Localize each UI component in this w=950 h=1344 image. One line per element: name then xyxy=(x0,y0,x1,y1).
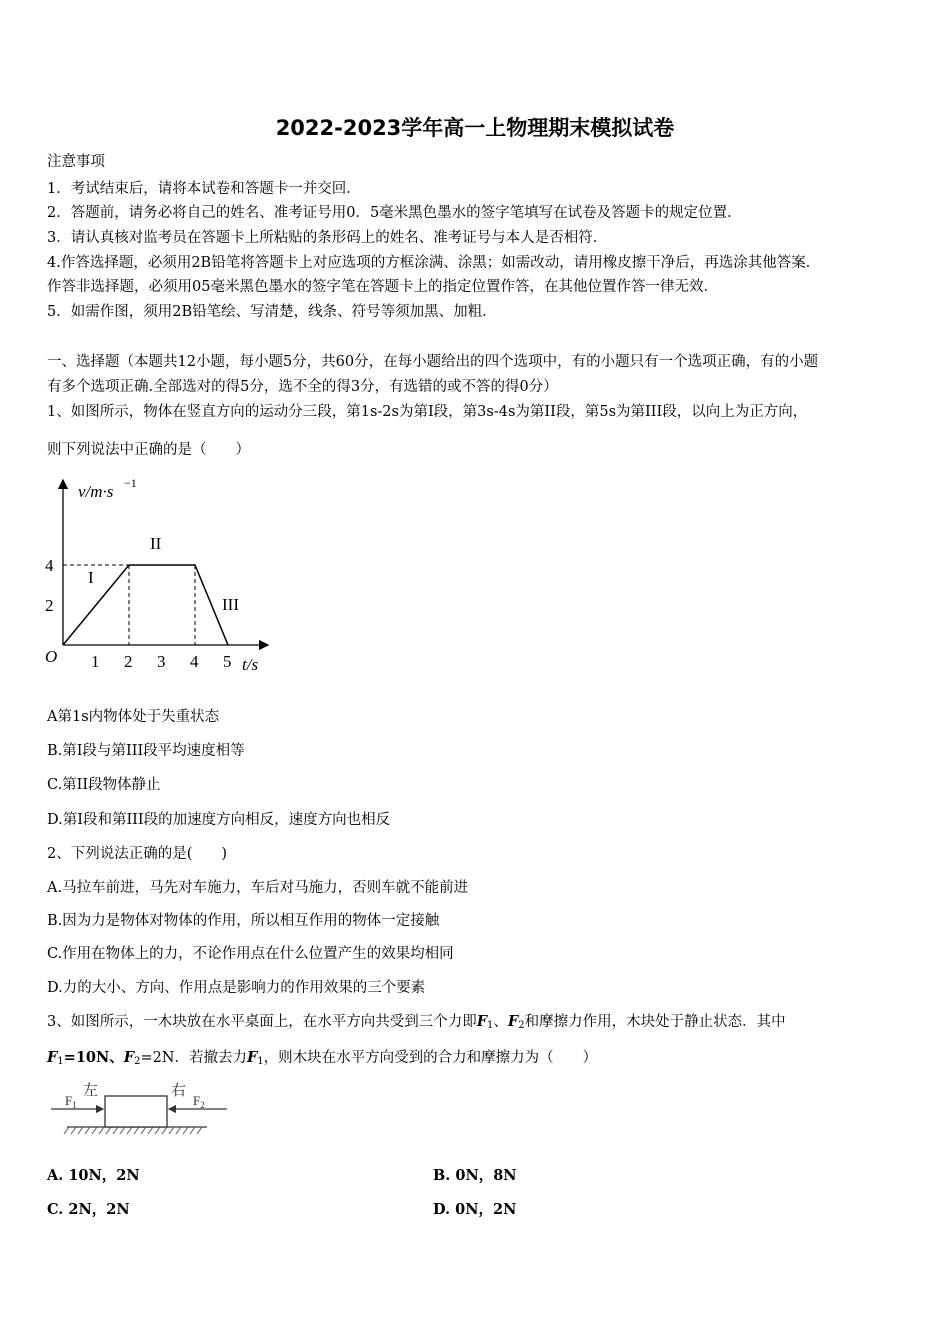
wooden-block xyxy=(105,1096,167,1127)
q2-option-a: A.马拉车前进，马先对车施力，车后对马施力，否则车就不能前进 xyxy=(47,880,469,896)
notice-item-6: 5．如需作图，须用2B铅笔绘、写清楚，线条、符号等须加黑、加粗． xyxy=(47,304,497,320)
q1-option-d: D.第I段和第III段的加速度方向相反，速度方向也相反 xyxy=(47,812,391,828)
right-direction-label: 右 xyxy=(171,1083,187,1099)
page-title: 2022-2023学年高一上物理期末模拟试卷 xyxy=(275,116,675,140)
velocity-time-graph xyxy=(40,470,280,680)
q1-option-a: A第1s内物体处于失重状态 xyxy=(47,709,220,725)
notice-item-2: 2．答题前，请务必将自己的姓名、准考证号用0．5毫米黑色墨水的签字笔填写在试卷及答题卡的规定位置． xyxy=(47,205,742,221)
y-axis-exponent: −1 xyxy=(124,476,137,490)
table-hatch-mark xyxy=(85,1127,90,1134)
section-instructions-line2: 有多个选项正确.全部选对的得5分，选不全的得3分，有选错的或不答的得0分） xyxy=(47,379,558,395)
y-tick-label: 2 xyxy=(45,596,54,615)
q2-option-d: D.力的大小、方向、作用点是影响力的作用效果的三个要素 xyxy=(47,980,426,996)
y-tick-label: 4 xyxy=(45,556,54,575)
table-hatch-mark xyxy=(197,1127,202,1134)
q3-option-c: C. 2N，2N xyxy=(47,1201,130,1218)
force-f1-label: $F_1$ xyxy=(65,1093,77,1110)
x-tick-label: 3 xyxy=(157,652,166,671)
table-hatch-mark xyxy=(78,1127,83,1134)
table-hatch-mark xyxy=(113,1127,118,1134)
table-hatch-mark xyxy=(141,1127,146,1134)
notice-heading: 注意事项 xyxy=(47,154,105,170)
question-3-stem-line1: 3、如图所示，一木块放在水平桌面上，在水平方向共受到三个力即$F_1$、$F_2$和摩擦力作用，木块处于静止状态．其中 xyxy=(47,1013,786,1031)
q2-option-c: C.作用在物体上的力，不论作用点在什么位置产生的效果均相同 xyxy=(47,946,454,962)
question-3-stem-line2: $F_1=10N$、$F_2=2N$．若撤去力$F_1$，则木块在水平方向受到的合力和摩擦力为（ ） xyxy=(47,1049,598,1067)
force-f2-label: $F_2$ xyxy=(193,1093,205,1110)
table-hatch-mark xyxy=(155,1127,160,1134)
q3-option-b: B. 0N，8N xyxy=(433,1167,517,1184)
table-hatch-mark xyxy=(183,1127,188,1134)
segment-label-III: III xyxy=(222,595,239,614)
x-axis-label: t/s xyxy=(242,655,259,674)
question-1-stem-line2: 则下列说法中正确的是（ ） xyxy=(47,442,250,458)
block-forces-figure xyxy=(47,1075,232,1140)
notice-item-5: 作答非选择题，必须用05毫米黑色墨水的签字笔在答题卡上的指定位置作答，在其他位置作答一律无效． xyxy=(47,279,718,295)
q1-option-b: B.第I段与第III段平均速度相等 xyxy=(47,743,245,759)
y-axis-label: v/m·s xyxy=(78,482,114,501)
q3-option-a: A. 10N，2N xyxy=(47,1167,140,1184)
left-direction-label: 左 xyxy=(83,1083,99,1099)
table-hatch-mark xyxy=(148,1127,153,1134)
question-2-stem: 2、下列说法正确的是( ) xyxy=(47,846,228,862)
table-hatch-mark xyxy=(127,1127,132,1134)
table-hatch-mark xyxy=(169,1127,174,1134)
notice-item-1: 1．考试结束后，请将本试卷和答题卡一并交回． xyxy=(47,181,361,197)
q1-option-c: C.第II段物体静止 xyxy=(47,777,161,793)
x-tick-label: 5 xyxy=(223,652,232,671)
section-instructions-line1: 一、选择题（本题共12小题，每小题5分，共60分，在每小题给出的四个选项中，有的小题只有一个选项正确，有的小题 xyxy=(47,354,819,370)
x-tick-label: 4 xyxy=(190,652,199,671)
q2-option-b: B.因为力是物体对物体的作用，所以相互作用的物体一定接触 xyxy=(47,913,440,929)
table-hatch-mark xyxy=(64,1127,69,1134)
segment-label-II: II xyxy=(150,534,162,553)
table-hatch-mark xyxy=(162,1127,167,1134)
notice-item-3: 3．请认真核对监考员在答题卡上所粘贴的条形码上的姓名、准考证号与本人是否相符． xyxy=(47,230,608,246)
table-hatch-mark xyxy=(134,1127,139,1134)
table-hatch-mark xyxy=(99,1127,104,1134)
segment-label-I: I xyxy=(88,568,94,587)
q3-option-d: D. 0N，2N xyxy=(433,1201,517,1218)
x-tick-label: 2 xyxy=(124,652,133,671)
table-hatch-mark xyxy=(176,1127,181,1134)
table-hatch-mark xyxy=(71,1127,76,1134)
x-tick-label: 1 xyxy=(91,652,100,671)
table-hatch-mark xyxy=(120,1127,125,1134)
origin-label: O xyxy=(45,647,58,666)
table-hatch-mark xyxy=(92,1127,97,1134)
question-1-stem-line1: 1、如图所示，物体在竖直方向的运动分三段，第1s-2s为第I段，第3s-4s为第II段，第5s为第III段，以向上为正方向， xyxy=(47,404,808,420)
table-hatch-mark xyxy=(106,1127,111,1134)
table-hatch-mark xyxy=(190,1127,195,1134)
notice-item-4: 4.作答选择题，必须用2B铅笔将答题卡上对应选项的方框涂满、涂黑；如需改动，请用橡皮擦干净后，再选涂其他答案． xyxy=(47,255,821,271)
